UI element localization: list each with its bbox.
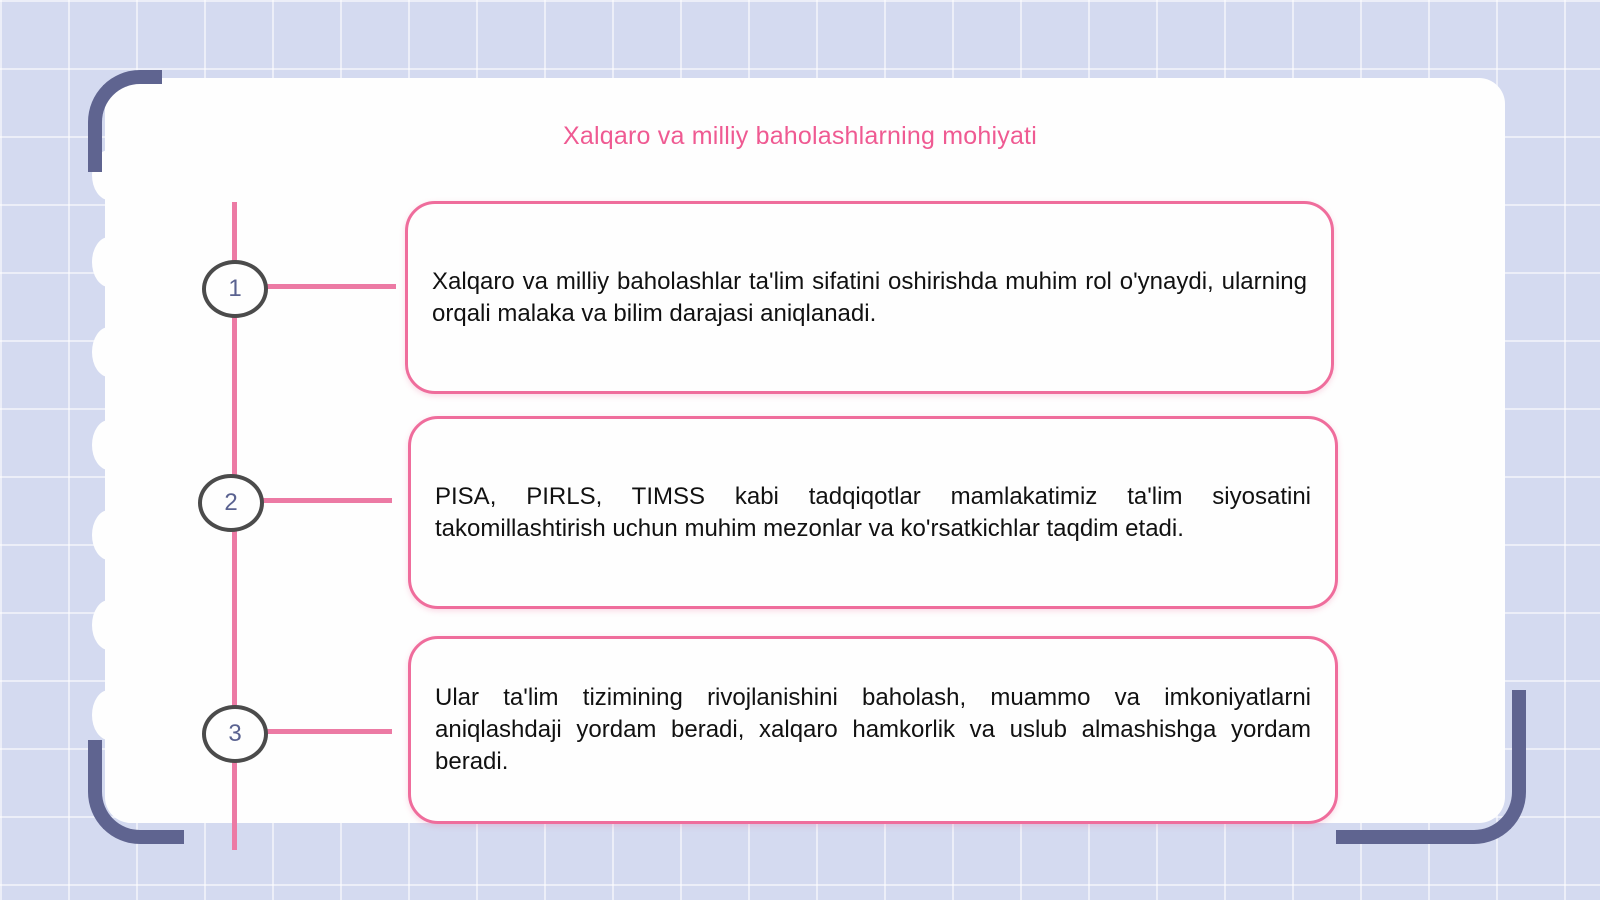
step-box-3 [408, 636, 1338, 824]
slide-title: Xalqaro va milliy baholashlarning mohiyati [563, 122, 1037, 150]
scallop-edge [92, 600, 126, 650]
step-number-3: 3 [202, 705, 268, 763]
connector-2 [260, 498, 392, 503]
scallop-edge [92, 690, 126, 740]
scallop-edge [92, 420, 126, 470]
step-text-2: PISA, PIRLS, TIMSS kabi tadqiqotlar mamlakatimiz ta'lim siyosatini takomillashtirish uchun muhim mezonlar va ko'rsatkichlar taqdim etadi. [435, 482, 1311, 542]
step-text-3: Ular ta'lim tizimining rivojlanishini baholash, muammo va imkoniyatlarni aniqlashdaji yordam beradi, xalqaro hamkorlik va uslub almashishga yordam beradi. [435, 684, 1311, 775]
step-number-2: 2 [198, 474, 264, 532]
step-text-1: Xalqaro va milliy baholashlar ta'lim sifatini oshirishda muhim rol o'ynaydi, ularning orqali malaka va bilim darajasi aniqlanadi. [432, 267, 1307, 327]
step-number-1: 1 [202, 260, 268, 318]
scallop-edge [92, 327, 126, 377]
connector-1 [264, 284, 396, 289]
scallop-edge [92, 237, 126, 287]
step-box-1 [405, 201, 1334, 394]
connector-3 [264, 729, 392, 734]
scallop-edge [92, 510, 126, 560]
frame-corner-bottom-left [88, 740, 184, 844]
step-box-2 [408, 416, 1338, 609]
frame-corner-bottom-right [1336, 690, 1526, 844]
frame-corner-top-left [88, 70, 162, 172]
